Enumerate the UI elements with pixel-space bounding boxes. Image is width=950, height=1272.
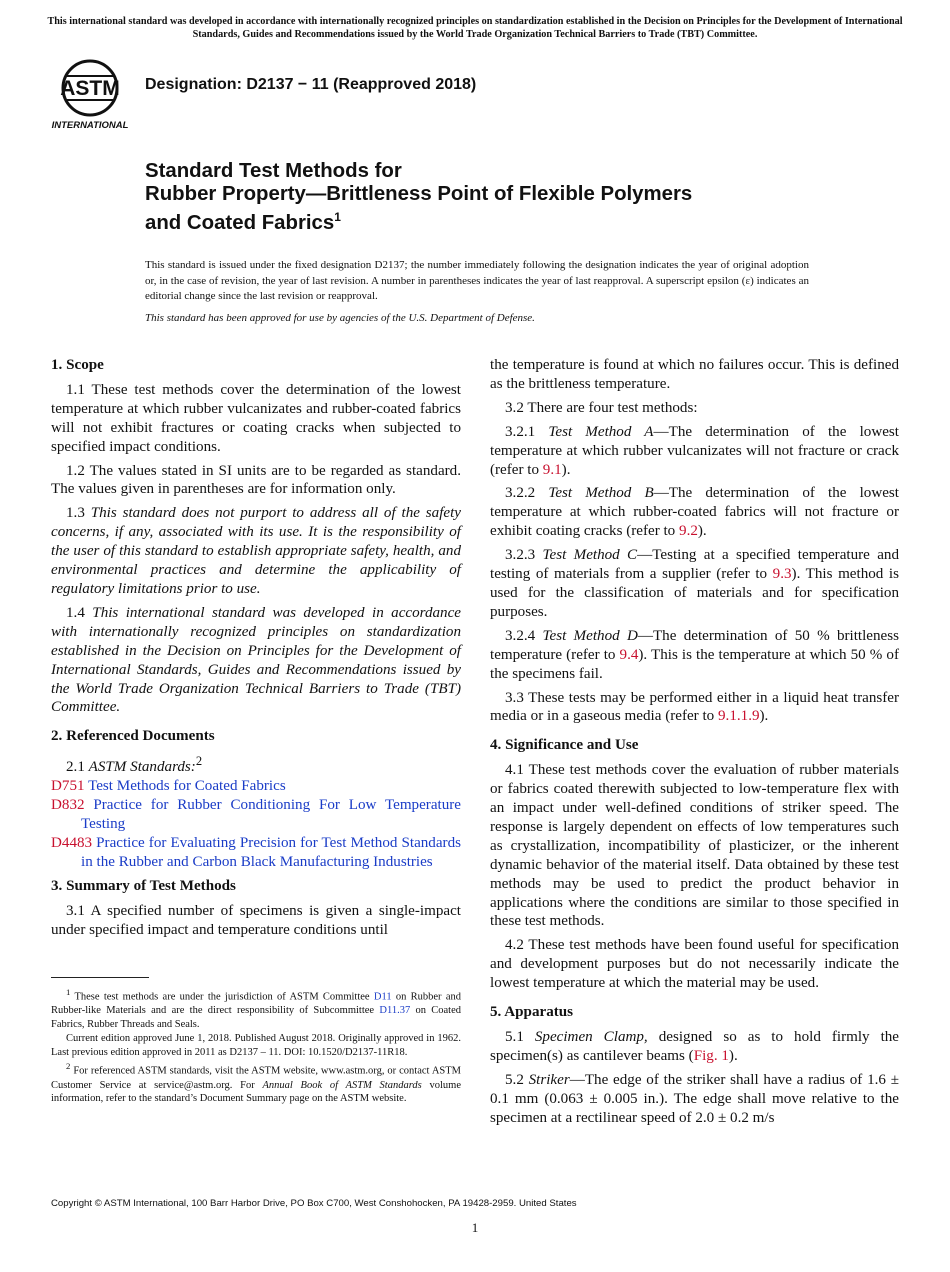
paragraph-2-1: [51, 752, 461, 777]
section-heading-referenced: 2. Referenced Documents: [51, 728, 215, 745]
paragraph-5-1: [490, 1028, 899, 1066]
paragraph-number: 3.2.3: [505, 547, 543, 564]
paragraph-text: This standard does not purport to address all of the safety concerns, if any, associated with its use. It is the responsibility of the user of this standard to establish appropriate safety, health, and environmental practices and determine the applicability of regulatory limitations prior to use.: [51, 505, 462, 597]
paragraph-3-2-4: [490, 627, 899, 684]
paragraph-4-1: 4.1 These test methods cover the evaluation of rubber materials or fabrics coated therewith subjected to low-temperature flex with an impact under well-defined conditions of striker speed. The response is largely dependent on effects of low temperatures such as crystallization, incompatibility of plasticizer, or the inherent dynamic behavior of the material itself. Data obtained by these test methods may be used to predict the product behavior in applications where the conditions are similar to those specified in these test methods.: [490, 762, 899, 930]
paragraph-1-4: [51, 604, 461, 717]
section-link[interactable]: 9.2: [679, 523, 698, 540]
footnote-1: [51, 986, 461, 1031]
paragraph-text: ). This method is used for the classification of materials and for specification purposes.: [490, 566, 899, 620]
paragraph-text: ASTM Standards:: [88, 759, 196, 776]
section-link[interactable]: 9.1: [542, 461, 562, 478]
item-name: Specimen Clamp,: [534, 1029, 648, 1045]
logo-sub-text: INTERNATIONAL: [51, 120, 129, 131]
item-name: Striker: [528, 1071, 570, 1088]
section-heading-significance: 4. Significance and Use: [490, 737, 639, 754]
reference-item: [51, 796, 461, 834]
method-name: Test Method A: [548, 423, 654, 440]
paragraph-text: ). This is the temperature at which 50 % of the specimens fail.: [490, 646, 899, 682]
reference-item: [51, 834, 461, 872]
paragraph-text: —The determination of the lowest temperature at which rubber-coated fabrics will not fracture or exhibit coating cracks (refer to: [490, 485, 899, 540]
reference-item: [51, 777, 461, 796]
paragraph-3-1-continued: the temperature is found at which no failures occur. This is defined as the brittleness temperature.: [490, 357, 899, 392]
footnotes: [51, 986, 461, 1107]
paragraph-text: —The edge of the striker shall have a radius of 1.6 ± 0.1 mm (0.063 ± 0.005 in.). The edge shall move relative to the specimen at a rectilinear speed of 2.0 ± 0.2 m/s: [490, 1071, 899, 1126]
footnote-italic-text: Annual Book of ASTM Standards: [262, 1079, 422, 1091]
reference-code-link[interactable]: D832: [51, 797, 85, 814]
paragraph-text: ).: [728, 1047, 738, 1064]
section-heading-scope: 1. Scope: [51, 357, 104, 373]
paragraph-number: 3.2.2: [505, 485, 549, 502]
paragraph-text: ).: [697, 523, 707, 540]
copyright-footer: Copyright © ASTM International, 100 Barr Harbor Drive, PO Box C700, West Conshohocken, PA 19428-2959. United States: [51, 1198, 577, 1209]
page-number: 1: [471, 1220, 479, 1235]
issue-note: This standard is issued under the fixed designation D2137; the number immediately following the designation indicates the year of original adoption or, in the case of revision, the year of last revision. A number in parentheses indicates the year of last reapproval. A superscript epsilon (ε) indicates an editorial change since the last revision or reapproval.: [145, 259, 809, 302]
title-footnote-ref: 1: [334, 210, 341, 224]
paragraph-text: —The determination of the lowest temperature at which rubber vulcanizates will not fracture or crack (refer to: [490, 423, 899, 478]
method-name: Test Method B: [548, 485, 654, 502]
paragraph-text: 3.3 These tests may be performed either in a liquid heat transfer media or in a gaseous media (refer to: [490, 689, 899, 725]
title-line-1: Standard Test Methods for: [145, 160, 402, 182]
paragraph-number: 1.3: [66, 505, 91, 522]
figure-link[interactable]: Fig. 1: [693, 1047, 729, 1064]
reference-title-link[interactable]: Practice for Rubber Conditioning For Low Temperature Testing: [81, 797, 461, 832]
paragraph-text: —Testing at a specified temperature and testing of materials from a supplier (refer to: [490, 547, 899, 583]
section-link[interactable]: 9.4: [619, 646, 639, 663]
paragraph-number: 3.2.1: [505, 423, 549, 440]
paragraph-number: 5.1: [505, 1029, 535, 1045]
paragraph-text: This international standard was developed in accordance with internationally recognized principles on standardization established in the Decision on Principles for the Development of International Standards, Guides and Recommendations issued by the World Trade Organization Technical Barriers to Trade (TBT) Committee.: [51, 604, 462, 716]
section-link[interactable]: 9.1.1.9: [718, 708, 760, 725]
paragraph-3-2-1: [490, 423, 899, 480]
astm-logo: [50, 56, 136, 132]
paragraph-3-3: [490, 689, 899, 727]
section-heading-apparatus: 5. Apparatus: [490, 1004, 574, 1021]
paragraph-4-2: 4.2 These test methods have been found useful for specification and development purposes but do not necessarily indicate the lowest temperature at which the material may be used.: [490, 937, 899, 992]
paragraph-3-2-2: [490, 484, 899, 541]
footnote-ref: 2: [195, 754, 203, 769]
title-line-3-text: and Coated Fabrics: [145, 211, 335, 234]
footnote-divider: [51, 977, 149, 978]
paragraph-number: 2.1: [66, 759, 89, 776]
footnote-2: [51, 1060, 461, 1105]
paragraph-text: ).: [561, 461, 571, 478]
paragraph-text: designed so as to hold firmly the specimen(s) as cantilever beams (: [490, 1029, 900, 1064]
footnote-text: These test methods are under the jurisdiction of ASTM Committee: [70, 991, 374, 1003]
reference-title-link[interactable]: Practice for Evaluating Precision for Test Method Standards in the Rubber and Carbon Black Manufacturing Industries: [81, 834, 462, 870]
footnote-marker: 1: [66, 987, 71, 997]
title-line-3: [145, 206, 805, 235]
right-column: [490, 356, 899, 1133]
footnote-current-edition: Current edition approved June 1, 2018. Published August 2018. Originally approved in 1962. Last previous edition approved in 2011 as D2137 – 11. DOI: 10.1520/D2137-11R18.: [51, 1033, 461, 1058]
footnote-text: For referenced ASTM standards, visit the ASTM website, www.astm.org, or contact ASTM Customer Service at service@astm.org. For: [51, 1065, 461, 1091]
paragraph-3-2-3: [490, 546, 899, 622]
committee-link[interactable]: D11: [373, 991, 392, 1003]
paragraph-3-2: 3.2 There are four test methods:: [505, 399, 698, 416]
logo-main-text: ASTM: [60, 77, 120, 100]
top-notice: This international standard was developed in accordance with internationally recognized principles on standardization established in the Decision on Principles for the Development of International Standards, Guides and Recommendations issued by the World Trade Organization Technical Barriers to Trade (TBT) Committee.: [47, 16, 903, 40]
footnote-marker: 2: [66, 1061, 71, 1072]
footnote-text: on Coated Fabrics, Rubber Threads and Seals.: [51, 1005, 461, 1030]
paragraph-1-2: 1.2 The values stated in SI units are to be regarded as standard. The values given in parentheses are for information only.: [51, 462, 461, 498]
paragraph-1-3: [51, 504, 461, 599]
approval-note: This standard has been approved for use by agencies of the U.S. Department of Defense.: [145, 312, 535, 324]
paragraph-number: 3.2.4: [505, 627, 543, 644]
reference-code-link[interactable]: D751: [51, 778, 85, 795]
paragraph-3-1: 3.1 A specified number of specimens is given a single-impact under specified impact and temperature conditions until: [51, 902, 461, 938]
section-link[interactable]: 9.3: [772, 566, 792, 583]
left-column: [51, 356, 461, 944]
section-heading-summary: 3. Summary of Test Methods: [51, 877, 236, 894]
designation: Designation: D2137 − 11 (Reapproved 2018): [145, 76, 477, 93]
document-title: [145, 160, 805, 235]
paragraph-text: —The determination of 50 % brittleness temperature (refer to: [490, 627, 899, 663]
paragraph-number: 1.4: [66, 604, 93, 621]
method-name: Test Method C: [542, 547, 638, 564]
subcommittee-link[interactable]: D11.37: [379, 1005, 411, 1017]
title-line-2: Rubber Property—Brittleness Point of Flexible Polymers: [145, 183, 693, 205]
paragraph-5-2: [490, 1071, 899, 1128]
footnote-text: on Rubber and Rubber-like Materials and are the direct responsibility of Subcommittee: [51, 991, 461, 1017]
paragraph-text: ).: [759, 708, 769, 725]
method-name: Test Method D: [542, 627, 638, 644]
paragraph-1-1: 1.1 These test methods cover the determination of the lowest temperature at which rubber vulcanizates and rubber-coated fabrics will not exhibit fractures or coating cracks when subjected to specified impact conditions.: [51, 381, 461, 455]
astm-logo-icon: [50, 56, 136, 132]
reference-title-link[interactable]: Test Methods for Coated Fabrics: [88, 778, 286, 795]
footnote-text: volume information, refer to the standard’s Document Summary page on the ASTM website.: [51, 1079, 461, 1105]
reference-code-link[interactable]: D4483: [51, 834, 93, 851]
paragraph-number: 5.2: [505, 1071, 529, 1088]
